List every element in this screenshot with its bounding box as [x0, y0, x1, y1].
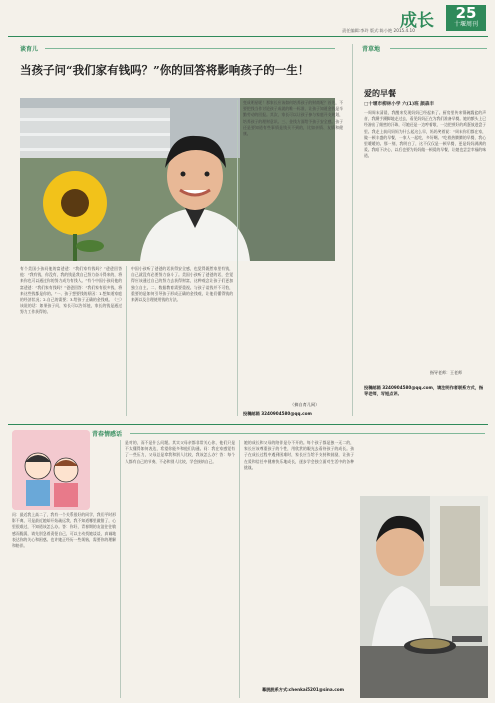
essay-title: 爱的早餐: [364, 89, 396, 98]
column-tag: 十堰周刊: [453, 21, 478, 28]
article-email: 投稿邮箱 3240904580@qq.com: [243, 411, 312, 416]
page-number: 25: [455, 4, 477, 22]
right-column-label: 青草地: [362, 46, 381, 53]
right-label-rule: [390, 48, 487, 49]
bottom-email: 幕脱脱系方式:chenkai5201@sina.com: [262, 687, 345, 692]
col-divider: [126, 266, 127, 416]
comic-illustration: [12, 430, 90, 510]
left-label-rule: [45, 48, 335, 49]
essay-contact: 投稿邮箱 3240904580@qq.com，请注明作者联系方式，指导老师，写短点评。: [364, 385, 484, 396]
page-header: [0, 0, 495, 40]
boy-cooking-photo: [360, 496, 488, 698]
qa-left-text: 问：最近我上高二了，我有一个关系很好的同学，我们平时形影不离，可是最近她却开始疏远我，我不知道哪里做错了，心里很难过，不知道该怎么办。答：你好，青春期的友谊往往敏感而脆弱，请先别急着责怪自己，可以主动找她谈谈，真诚地表达你的关心和困惑。也许她正经历一些烦恼，需要你的理解和陪伴。: [12, 512, 116, 549]
comic-drawing: [12, 430, 90, 510]
page-number-box: [446, 5, 486, 31]
col-divider: [237, 100, 238, 416]
left-column-label: 谈育儿: [20, 46, 39, 53]
header-rule: [8, 36, 488, 37]
article-author: （摘自育儿网）: [290, 402, 320, 407]
cooking-illustration: [360, 496, 488, 698]
col-divider: [120, 440, 121, 698]
page-divider: [352, 44, 353, 416]
article-col-2: 中国小孩听了爸爸的话获得安全感，也觉得既然家里有钱，自己就没有必要努力奋斗了。美国小孩听了爸爸的话，会觉得应该通过自己的努力去获得财富，这种观念让孩子们更加独立自主。二、数据教育需要重视。与孩子谈钱并不可怕，重要的是如何引导孩子形成正确的金钱观，让他们懂得钱的来源以及合理使用钱的方法。: [131, 266, 233, 303]
bottom-rule: [8, 424, 488, 425]
essay-byline: □十堰市柳林小学 六(1)班 颜森丰: [364, 102, 435, 107]
col-divider: [239, 440, 240, 698]
essay-teacher: 指导老师：王老师: [430, 370, 462, 375]
bottom-column-label: 青春情感话: [92, 431, 123, 438]
qa-right-text: 她的成长和父母的陪伴是分不开的。每个孩子都是独一无二的，家长应该尊重孩子的个性，用欣赏的眼光去看待孩子的成长。孩子在成长过程中遇到困难时，家长应当给予支持和鼓励，让孩子在爱和信任中健康快乐地成长，逐步学会独立面对生活中的各种挑战。: [244, 440, 354, 470]
article-col-3: 变成明星呢！那家长应该如何培养孩子的财商呢？首先，不要把钱当作讨论孩子成就的唯一标准，让孩子知道金钱是辛勤劳动的回报。其次，家长可以让孩子参与家庭开支规划，培养孩子的理财意识。三、金钱方面给予孩子安全感。孩子还是要知道有些事情是钱买不到的，比如亲情、友情和健康。: [243, 100, 343, 137]
section-title: 成长: [400, 11, 434, 31]
header-meta: 责任编辑:李玲 版式:陈小艳 2015.4.10: [342, 28, 415, 33]
qa-mid-text: 是对的，而不是什么问题。其实父母亲都非常关心你，他们只是不太懂得如何表达，希望你能多和他们沟通。问：我在家感觉有了一些压力，父母总是拿我和别人比较，我该怎么办？答：每个人都有自己的节奏，不必和别人比较，学会接纳自己。: [125, 440, 235, 464]
bottom-label-rule: [130, 433, 485, 434]
headline: 当孩子问“我们家有钱吗？”你的回答将影响孩子的一生！: [20, 63, 310, 77]
essay-body: 一周周末清晨，我醒来发现妈妈已经起来了。厨房里传来锅碗瓢盆的声音，我蹑手蹑脚地走过去，看见妈妈正在为我们准备早餐。她的额头上已经渗出了细密的汗珠，可她还是一边哼着歌，一边把煎好的鸡蛋放进盘子里。我走上前问妈妈为什么起这么早，妈妈笑着说：“周末你们都在家，做一顿丰盛的早餐，一家人一起吃，多好啊。”吃着热腾腾的早餐，我心里暖暖的。那一刻，我明白了，这不仅仅是一顿早餐，更是妈妈满满的爱。我暗下决心，以后也要为妈妈做一顿爱的早餐，让她也尝尝幸福的味道。: [364, 110, 486, 159]
article-col-1: 有个美国小孩问他的富爸爸：“我们家有钱吗？”爸爸回答他：“我有钱，你没有，我的钱是我自己努力奋斗得来的，将来你也可以通过你的努力成为有钱人。”有个中国小孩问他的富爸爸：“我们家有钱吗？”爸爸回答：“我们家有很多钱，将来这些钱都是你的。”一、孩子想要钱的原因：1.想知道家庭的经济状况；2.自己的需要；3.给孩子正确的金钱观。（三）该说的话：如果孩子问，家长可以告诉他，家长的钱是通过努力工作获得的。: [20, 266, 122, 315]
